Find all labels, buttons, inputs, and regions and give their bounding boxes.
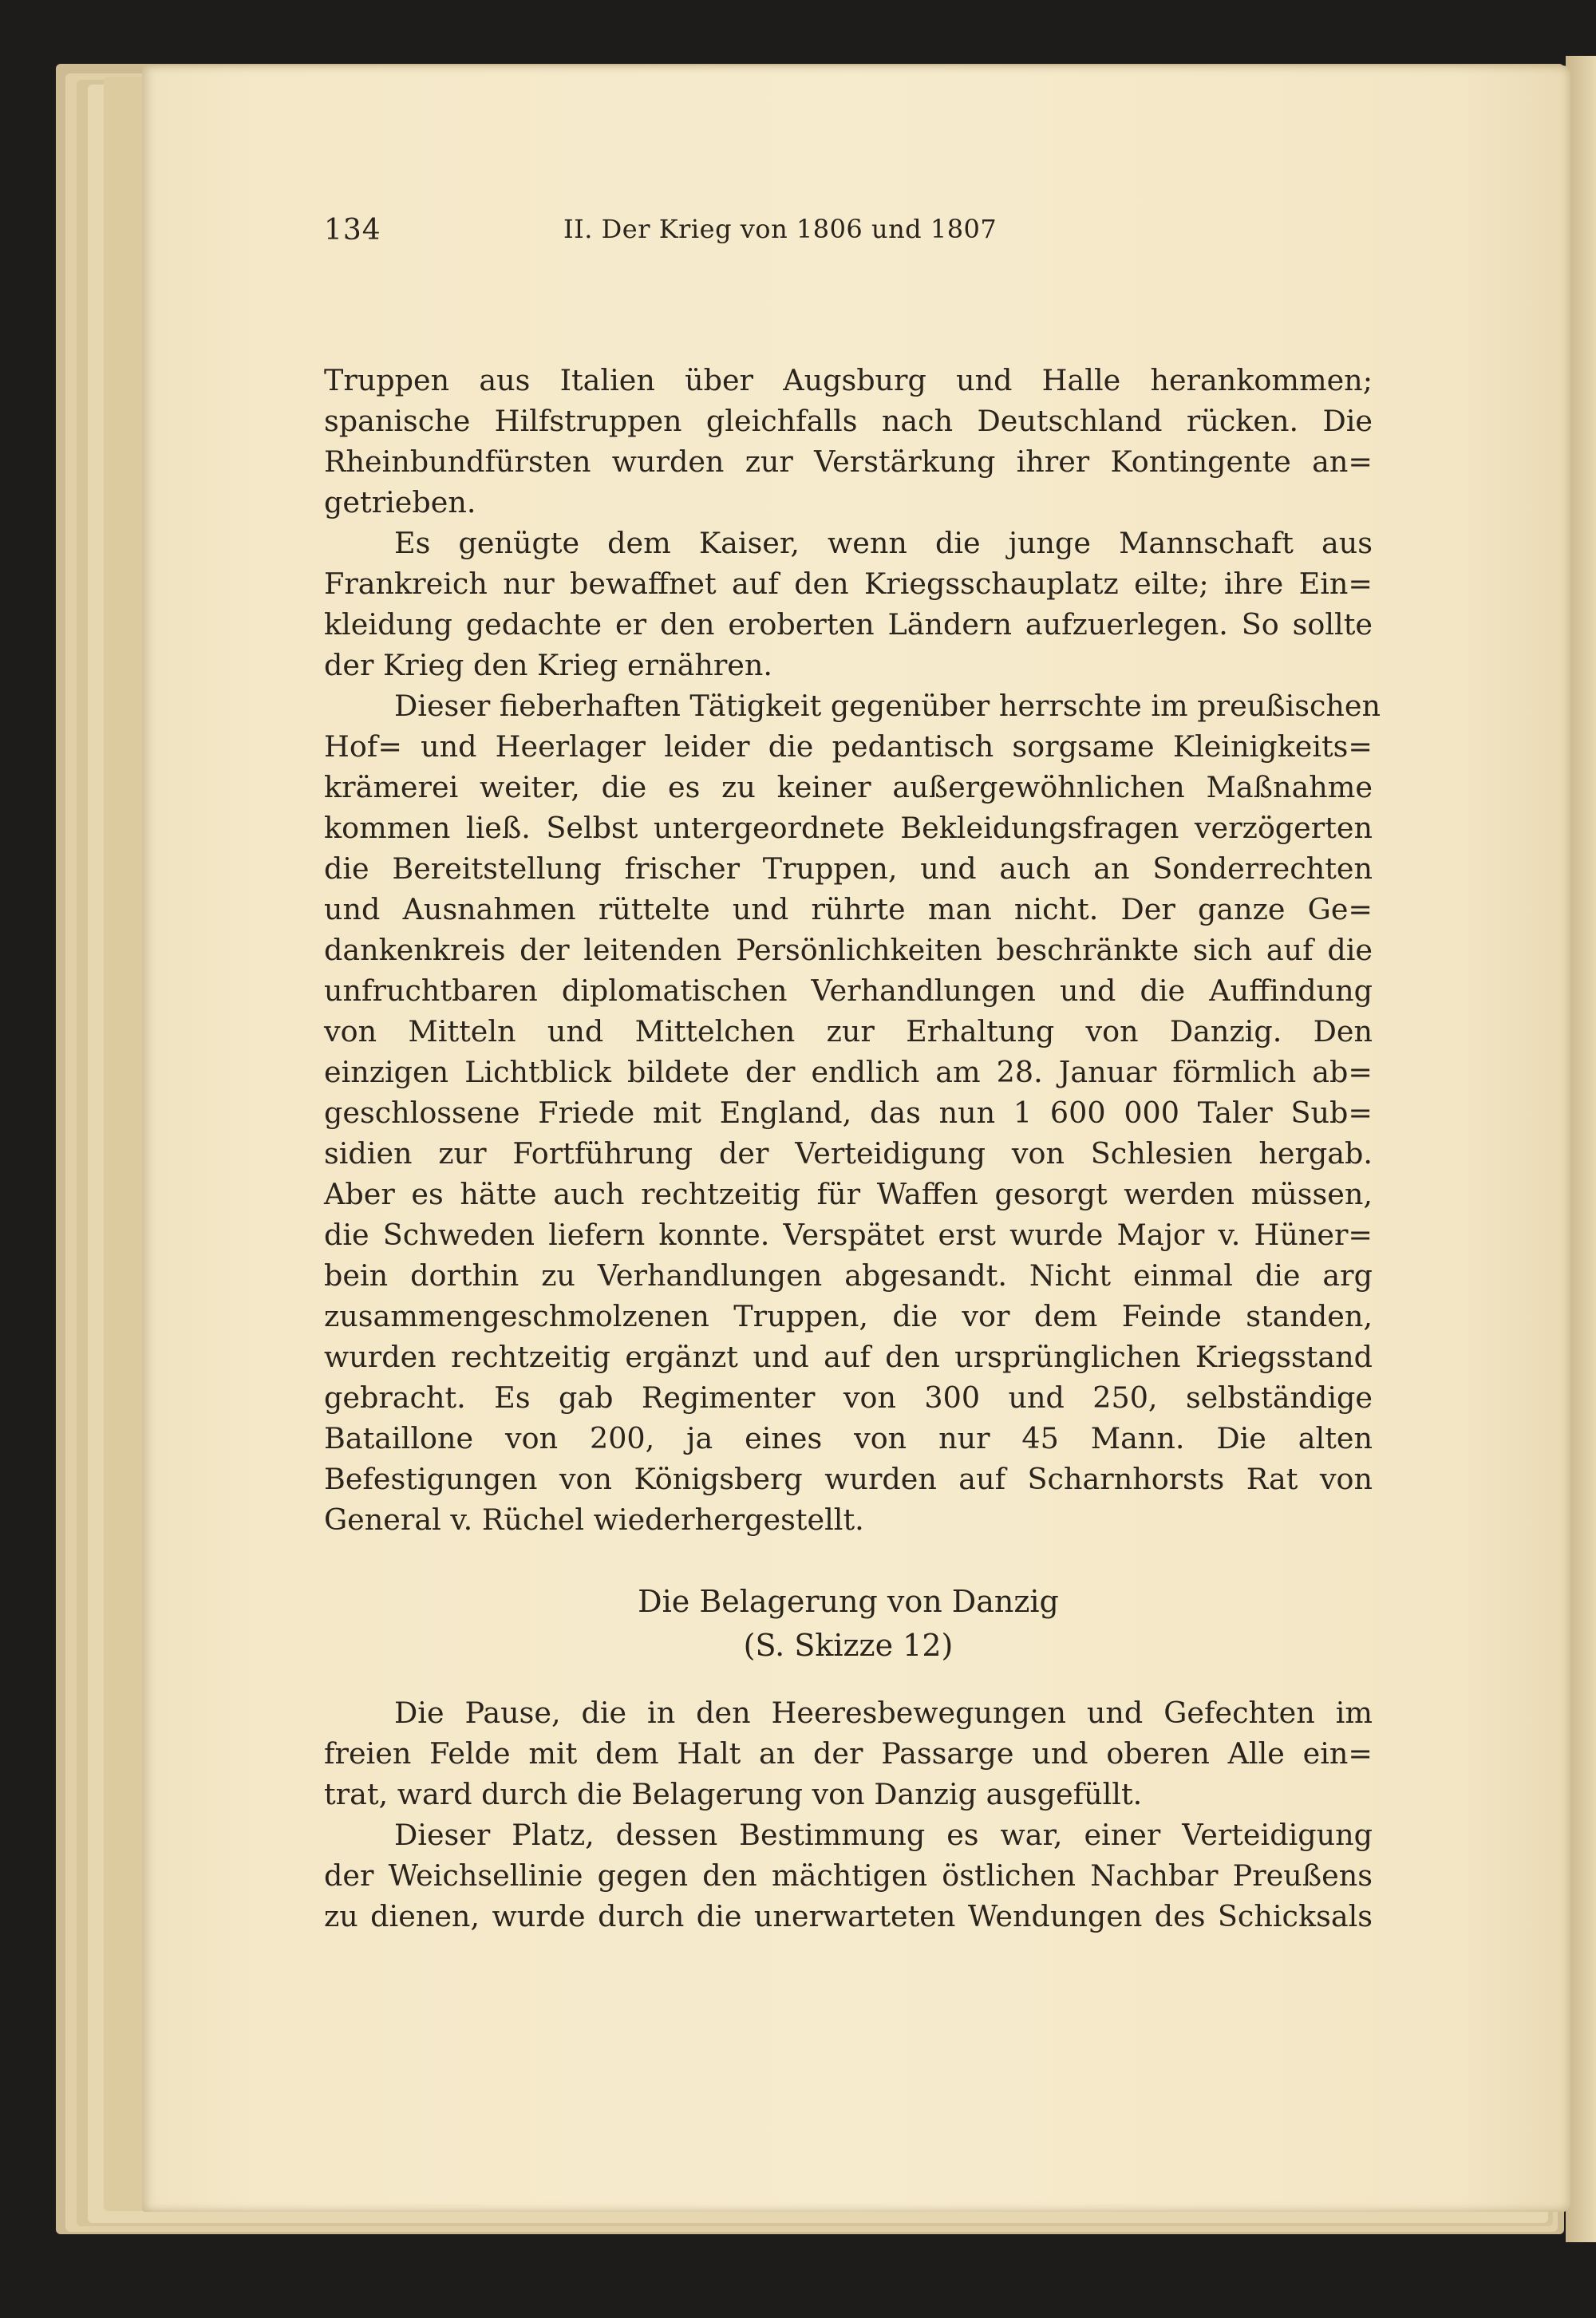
text-line: Truppen aus Italien über Augsburg und Halle herankommen; <box>324 363 1373 397</box>
chapter-title: II. Der Krieg von 1806 und 1807 <box>563 214 998 244</box>
text-line: Rheinbundfürsten wurden zur Verstärkung ihrer Kontingente an= <box>324 444 1373 479</box>
text-line: geschlossene Friede mit England, das nun 1 600 000 Taler Sub= <box>324 1096 1373 1130</box>
text-line: krämerei weiter, die es zu keiner außergewöhnlichen Maßnahme <box>324 770 1373 804</box>
text-line: spanische Hilfstruppen gleichfalls nach Deutschland rücken. Die <box>324 404 1373 438</box>
text-line: getrieben. <box>324 485 476 519</box>
text-line: zusammengeschmolzenen Truppen, die vor dem Feinde standen, <box>324 1299 1373 1333</box>
text-line: trat, ward durch die Belagerung von Danzig ausgefüllt. <box>324 1777 1143 1811</box>
text-line: bein dorthin zu Verhandlungen abgesandt. Nicht einmal die arg <box>324 1258 1373 1293</box>
text-line: Es genügte dem Kaiser, wenn die junge Mannschaft aus <box>394 526 1373 560</box>
text-line: dankenkreis der leitenden Persönlichkeiten beschränkte sich auf die <box>324 933 1373 967</box>
text-line: der Krieg den Krieg ernähren. <box>324 648 772 682</box>
text-line: Aber es hätte auch rechtzeitig für Waffen gesorgt werden müssen, <box>324 1177 1373 1211</box>
text-line: wurden rechtzeitig ergänzt und auf den ursprünglichen Kriegsstand <box>324 1340 1373 1374</box>
text-line: Dieser Platz, dessen Bestimmung es war, einer Verteidigung <box>394 1818 1373 1852</box>
section-heading: Die Belagerung von Danzig <box>638 1584 1059 1619</box>
text-line: von Mitteln und Mittelchen zur Erhaltung von Danzig. Den <box>324 1014 1373 1048</box>
text-line: die Bereitstellung frischer Truppen, und auch an Sonderrechten <box>324 851 1373 886</box>
text-line: sidien zur Fortführung der Verteidigung von Schlesien hergab. <box>324 1136 1373 1171</box>
text-line: General v. Rüchel wiederhergestellt. <box>324 1503 864 1537</box>
text-line: und Ausnahmen rüttelte und rührte man nicht. Der ganze Ge= <box>324 892 1373 926</box>
text-line: Befestigungen von Königsberg wurden auf Scharnhorsts Rat von <box>324 1462 1373 1496</box>
running-head <box>324 214 1122 262</box>
page-number: 134 <box>324 214 381 247</box>
text-line: unfruchtbaren diplomatischen Verhandlungen und die Auffindung <box>324 973 1373 1008</box>
text-line: die Schweden liefern konnte. Verspätet erst wurde Major v. Hüner= <box>324 1218 1373 1252</box>
text-line: zu dienen, wurde durch die unerwarteten Wendungen des Schicksals <box>324 1899 1373 1933</box>
text-line: kommen ließ. Selbst untergeordnete Bekleidungsfragen verzögerten <box>324 811 1373 845</box>
text-line: gebracht. Es gab Regimenter von 300 und 250, selbständige <box>324 1380 1373 1415</box>
text-line: Bataillone von 200, ja eines von nur 45 Mann. Die alten <box>324 1421 1373 1455</box>
text-line: Dieser fieberhaften Tätigkeit gegenüber herrschte im preußischen <box>394 689 1381 723</box>
text-line: freien Felde mit dem Halt an der Passarge und oberen Alle ein= <box>324 1736 1373 1771</box>
text-line: Hof= und Heerlager leider die pedantisch sorgsame Kleinigkeits= <box>324 729 1373 764</box>
text-line: der Weichsellinie gegen den mächtigen östlichen Nachbar Preußens <box>324 1858 1373 1893</box>
text-line: Frankreich nur bewaffnet auf den Kriegsschauplatz eilte; ihre Ein= <box>324 567 1373 601</box>
text-line: kleidung gedachte er den eroberten Ländern aufzuerlegen. So sollte <box>324 607 1373 642</box>
text-line: Die Pause, die in den Heeresbewegungen und Gefechten im <box>394 1696 1373 1730</box>
section-subheading: (S. Skizze 12) <box>743 1628 954 1663</box>
text-line: einzigen Lichtblick bildete der endlich am 28. Januar förmlich ab= <box>324 1055 1373 1089</box>
